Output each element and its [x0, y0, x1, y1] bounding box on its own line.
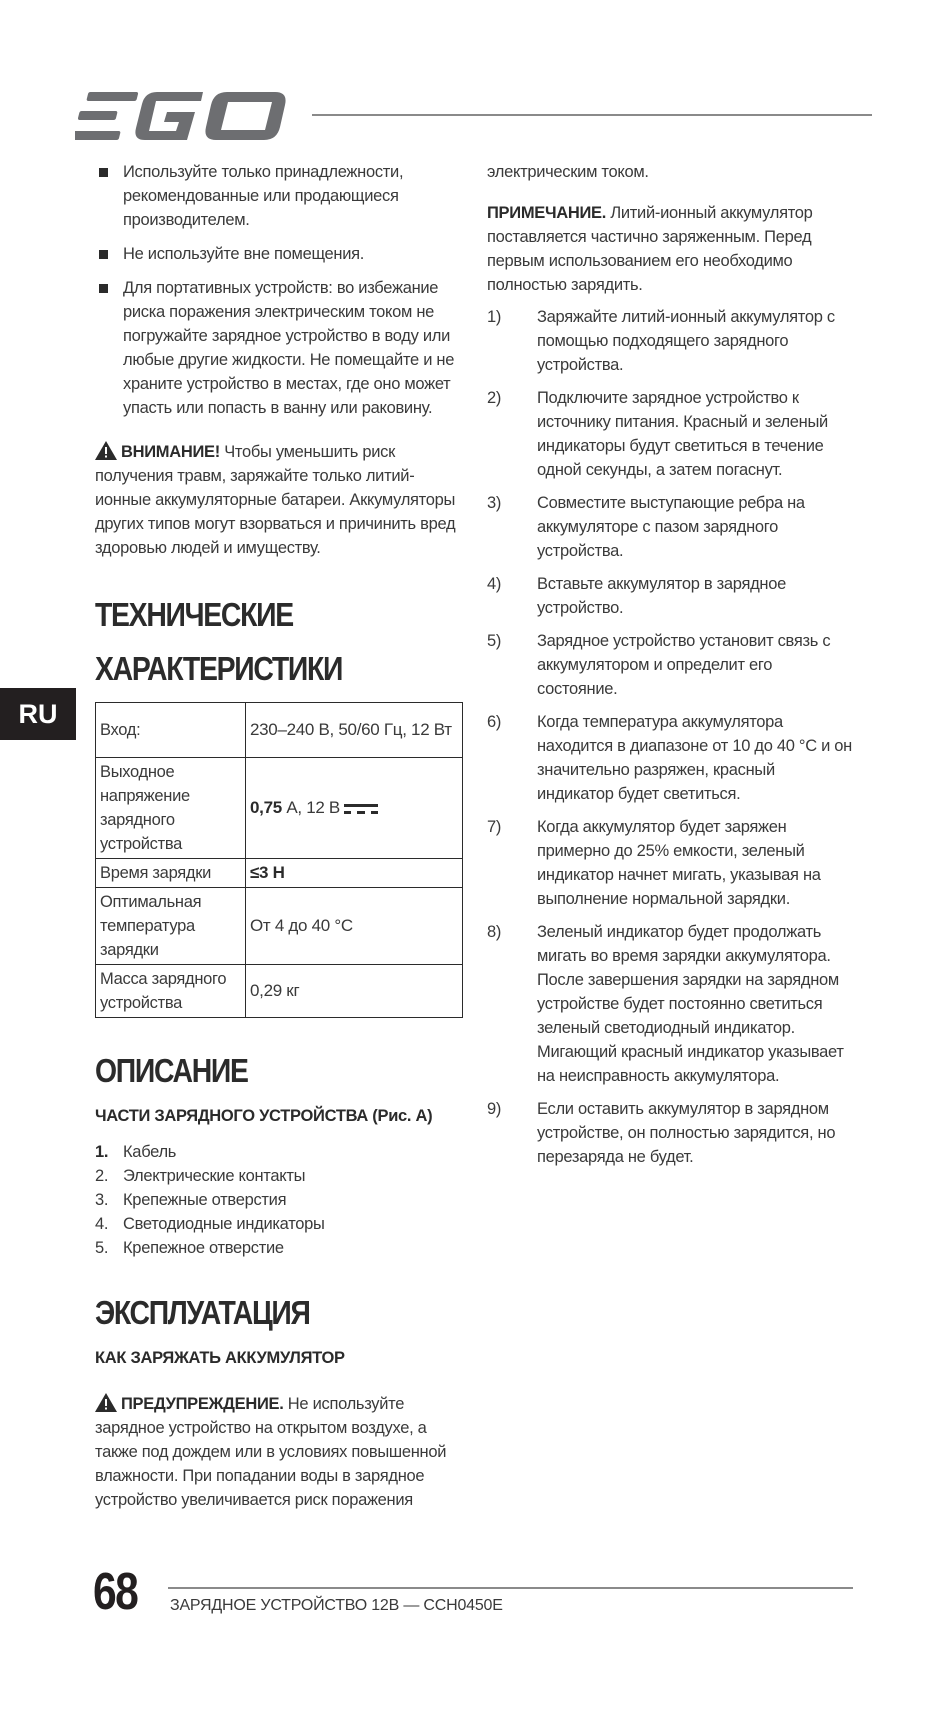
tech-heading-line-2: ХАРАКТЕРИСТИКИ	[95, 650, 343, 687]
language-tab: RU	[0, 688, 76, 740]
table-row	[96, 758, 463, 859]
spec-temp-label: Оптимальная температура зарядки	[96, 888, 246, 965]
spec-time-label: Время зарядки	[96, 859, 246, 888]
header-rule	[312, 114, 872, 116]
list-item: Для портативных устройств: во избежание риска поражения электрическим током не погружайте зарядное устройство в воду или любые другие жидкости. Не помещайте и не храните устройство в местах, где оно может упасть или попасть в ванну или раковину.	[95, 276, 465, 420]
warning-triangle-icon	[95, 441, 117, 460]
list-item: 4) Вставьте аккумулятор в зарядное устройство.	[487, 575, 786, 617]
warning-text: Чтобы уменьшить риск получения травм, заряжайте только литий-ионные аккумуляторные батареи. Аккумуляторы других типов могут взорваться и причинить вред здоровью людей и имуществу.	[95, 443, 456, 557]
charging-heading: КАК ЗАРЯЖАТЬ АККУМУЛЯТОР	[95, 1349, 345, 1367]
note-text: Литий-ионный аккумулятор поставляется частично заряженным. Перед первым использованием его необходимо полностью зарядить.	[487, 204, 813, 294]
spec-output-value: 0,75 А, 12 В	[246, 758, 463, 859]
spec-output-label: Выходное напряжение зарядного устройства	[96, 758, 246, 859]
list-item: 5) Зарядное устройство установит связь с аккумулятором и определит его состояние.	[487, 632, 831, 698]
list-item: 1. Кабель	[95, 1143, 177, 1161]
warning-triangle-icon	[95, 1393, 117, 1412]
safety-bullets	[95, 160, 465, 420]
description-heading: ОПИСАНИЕ	[95, 1052, 248, 1089]
spec-mass-label: Масса зарядного устройства	[96, 965, 246, 1018]
spec-input-value: 230–240 В, 50/60 Гц, 12 Вт	[246, 703, 463, 758]
note-paragraph	[487, 201, 852, 297]
operation-heading: ЭКСПЛУАТАЦИЯ	[95, 1294, 310, 1331]
right-column	[487, 160, 852, 1178]
spec-temp-value: От 4 до 40 °C	[246, 888, 463, 965]
tech-heading-line-1: ТЕХНИЧЕСКИЕ	[95, 596, 293, 633]
table-row	[96, 888, 463, 965]
list-item: 8) Зеленый индикатор будет продолжать мигать во время зарядки аккумулятора. После завершения зарядки на зарядном устройстве будет постоянно светиться зеленый светодиодный индикатор. Мигающий красный индикатор указывает на неисправность аккумулятора.	[487, 923, 844, 1085]
square-bullet-icon	[99, 168, 108, 177]
caution-text: Не используйте зарядное устройство на открытом воздухе, а также под дождем или в условиях повышенной влажности. При попадании воды в зарядное устройство увеличивается риск поражения	[95, 1395, 447, 1509]
square-bullet-icon	[99, 284, 108, 293]
ego-logo	[75, 90, 290, 142]
list-item: 4. Светодиодные индикаторы	[95, 1215, 325, 1233]
list-item: Не используйте вне помещения.	[95, 242, 465, 266]
caution-paragraph	[95, 1392, 465, 1512]
charging-steps	[487, 305, 852, 1169]
spec-mass-value: 0,29 кг	[246, 965, 463, 1018]
spec-input-label: Вход:	[96, 703, 246, 758]
dc-symbol-icon	[344, 803, 378, 815]
list-item: 5. Крепежное отверстие	[95, 1239, 284, 1257]
page-number: 68	[93, 1563, 138, 1621]
list-item: Используйте только принадлежности, рекомендованные или продающиеся производителем.	[95, 160, 465, 232]
list-item: 3. Крепежные отверстия	[95, 1191, 287, 1209]
footer-title: ЗАРЯДНОЕ УСТРОЙСТВО 12В — CCH0450E	[170, 1597, 503, 1614]
list-item: 1) Заряжайте литий-ионный аккумулятор с помощью подходящего зарядного устройства.	[487, 308, 835, 374]
list-item: 7) Когда аккумулятор будет заряжен примерно до 25% емкости, зеленый индикатор начнет мигать, указывая на выполнение нормальной зарядки.	[487, 818, 821, 908]
list-item: 2) Подключите зарядное устройство к источнику питания. Красный и зеленый индикаторы будут светиться в течение одной секунды, а затем погаснут.	[487, 389, 828, 479]
square-bullet-icon	[99, 250, 108, 259]
list-item: 6) Когда температура аккумулятора находится в диапазоне от 10 до 40 °C и он значительно разряжен, красный индикатор будет светиться.	[487, 713, 852, 803]
spec-table	[95, 702, 463, 1018]
table-row	[96, 859, 463, 888]
warning-label: ВНИМАНИЕ!	[121, 443, 220, 461]
list-item: 2. Электрические контакты	[95, 1167, 306, 1185]
footer-rule	[168, 1587, 853, 1589]
left-column	[95, 160, 465, 1512]
list-item: 9) Если оставить аккумулятор в зарядном устройстве, он полностью зарядится, но перезаряда не будет.	[487, 1100, 836, 1166]
continuation-text: электрическим током.	[487, 163, 649, 181]
spec-time-value: ≤3 Н	[246, 859, 463, 888]
parts-heading: ЧАСТИ ЗАРЯДНОГО УСТРОЙСТВА (Рис. А)	[95, 1107, 433, 1125]
table-row	[96, 703, 463, 758]
note-label: ПРИМЕЧАНИЕ.	[487, 204, 607, 222]
parts-list	[95, 1140, 465, 1260]
list-item: 3) Совместите выступающие ребра на аккумуляторе с пазом зарядного устройства.	[487, 494, 805, 560]
caution-label: ПРЕДУПРЕЖДЕНИЕ.	[121, 1395, 284, 1413]
warning-paragraph	[95, 440, 465, 560]
table-row	[96, 965, 463, 1018]
